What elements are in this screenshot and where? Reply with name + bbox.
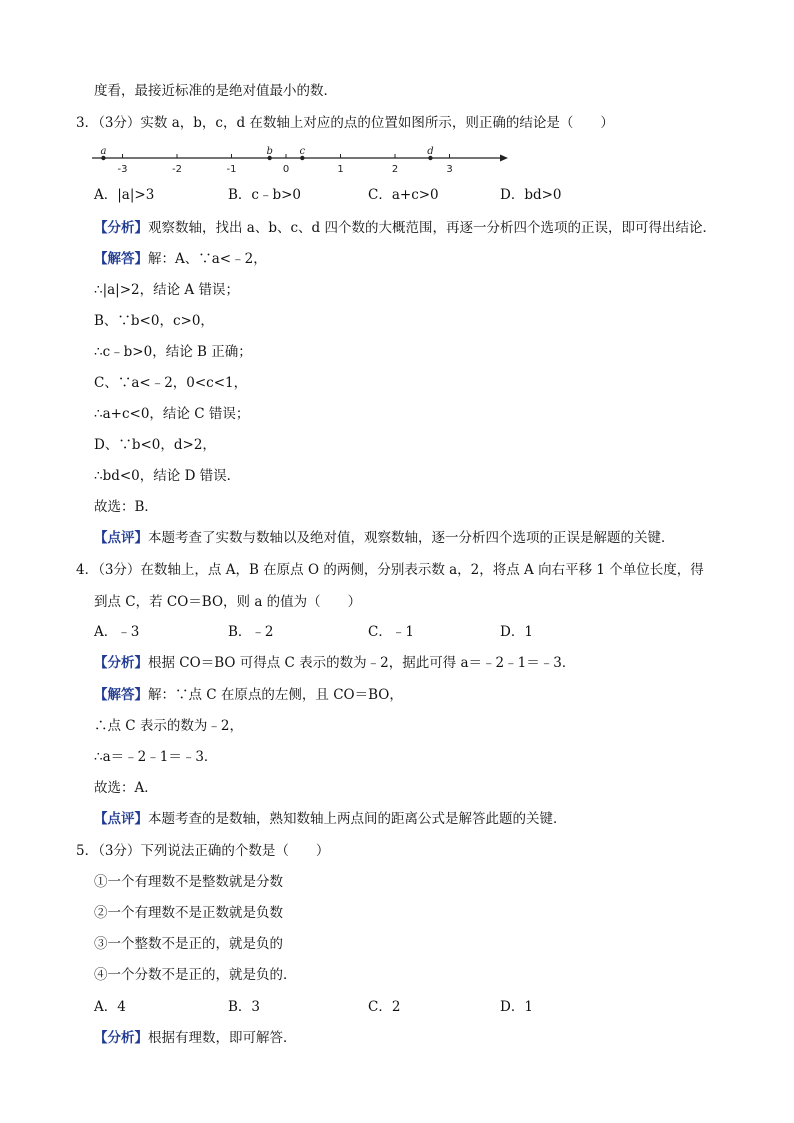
q5-stem: 5．（3分）下列说法正确的个数是（ ） [76,843,330,859]
number-line-tick-label: -1 [226,164,237,175]
comment-text: 本题考查的是数轴，熟知数轴上两点间的距离公式是解答此题的关键． [148,811,567,827]
q3-answer-line: ∴a+c<0，结论 C 错误； [94,406,250,422]
q2-solution-tail: 度看，最接近标准的是绝对值最小的数． [94,83,337,99]
q4-option-d: D．1 [500,624,533,640]
q3-option-d: D．bd>0 [500,187,562,203]
q3-answer-line: ∴|a|>2，结论 A 错误； [94,282,239,298]
q4-option-c: C．﹣1 [368,624,414,640]
q3-stem: 3．（3分）实数 a，b，c，d 在数轴上对应的点的位置如图所示，则正确的结论是（ ） [76,115,614,131]
number-line-tick-label: 2 [391,164,399,175]
q5-statement-4: ④一个分数不是正的，就是负的． [94,967,297,983]
q3-answer-line: D、∵b<0，d>2， [94,437,216,453]
q3-answer-line: B、∵b<0，c>0， [94,313,214,329]
q3-answer-line: ∴bd<0，结论 D 错误． [94,468,241,484]
q3-answer-line: C、∵a<﹣2，0<c<1， [94,375,248,391]
q3-comment [94,529,675,547]
comment-tag: 【点评】 [94,530,148,546]
q5-statement-1: ①一个有理数不是整数就是分数 [94,874,283,890]
q3-answer-line: ∴c﹣b>0，结论 B 正确； [94,344,252,360]
analysis-text: 根据 CO＝BO 可得点 C 表示的数为﹣2，据此可得 a＝﹣2﹣1＝﹣3． [148,655,576,671]
answer-text: 解：∵点 C 在原点的左侧，且 CO＝BO， [148,687,403,703]
analysis-text: 根据有理数，即可解答． [148,1030,297,1046]
analysis-text: 观察数轴，找出 a、b、c、d 四个数的大概范围，再逐一分析四个选项的正误，即可得出结论． [148,220,716,236]
analysis-tag: 【分析】 [94,1030,148,1046]
q3-answer-line: 故选：B． [94,499,158,515]
number-line-point-label: c [299,146,306,157]
q5-statement-2: ②一个有理数不是正数就是负数 [94,905,283,921]
number-line-tick-label: 1 [337,164,344,175]
q5-option-b: B．3 [228,999,261,1015]
q4-answer-line: ∴点 C 表示的数为﹣2， [94,718,244,734]
number-line-tick-label: 0 [282,164,290,175]
comment-text: 本题考查了实数与数轴以及绝对值，观察数轴，逐一分析四个选项的正误是解题的关键． [148,530,675,546]
q5-option-d: D．1 [500,999,533,1015]
number-line-point-label: d [427,146,434,157]
answer-tag: 【解答】 [94,687,148,703]
q4-analysis [94,654,575,672]
q4-answer-line: 故选：A． [94,780,158,796]
q3-answer-line [94,250,267,268]
q4-option-b: B．﹣2 [228,624,274,640]
q4-stem-line2: 到点 C，若 CO＝BO，则 a 的值为（ ） [94,594,362,610]
q4-comment [94,810,567,828]
answer-text: 解：A、∵a<﹣2， [148,251,267,267]
answer-tag: 【解答】 [94,251,148,267]
q5-analysis [94,1029,297,1047]
number-line-tick-label: -3 [117,164,128,175]
number-line-tick-label: -2 [172,164,182,175]
q4-option-a: A．﹣3 [94,624,140,640]
number-line-point-label: a [100,146,107,157]
q3-option-b: B．c﹣b>0 [228,187,302,203]
q4-answer-line [94,686,403,704]
q5-option-a: A．4 [94,999,126,1015]
q3-option-a: A．|a|>3 [94,187,155,203]
number-line-tick-label: 3 [446,164,453,175]
q3-option-c: C．a+c>0 [368,187,439,203]
q5-option-c: C．2 [368,999,401,1015]
q4-answer-line: ∴a＝﹣2﹣1＝﹣3． [94,749,218,765]
q4-stem-line1: 4．（3分）在数轴上，点 A，B 在原点 O 的两侧，分别表示数 a，2，将点 A 向右平移 1 个单位长度，得 [76,562,704,578]
q3-analysis [94,219,716,237]
number-line-arrow [500,155,508,162]
analysis-tag: 【分析】 [94,655,148,671]
comment-tag: 【点评】 [94,811,148,827]
analysis-tag: 【分析】 [94,220,148,236]
number-line-point-label: b [266,146,273,157]
q5-statement-3: ③一个整数不是正的，就是负的 [94,936,283,952]
number-line-figure [92,142,512,182]
